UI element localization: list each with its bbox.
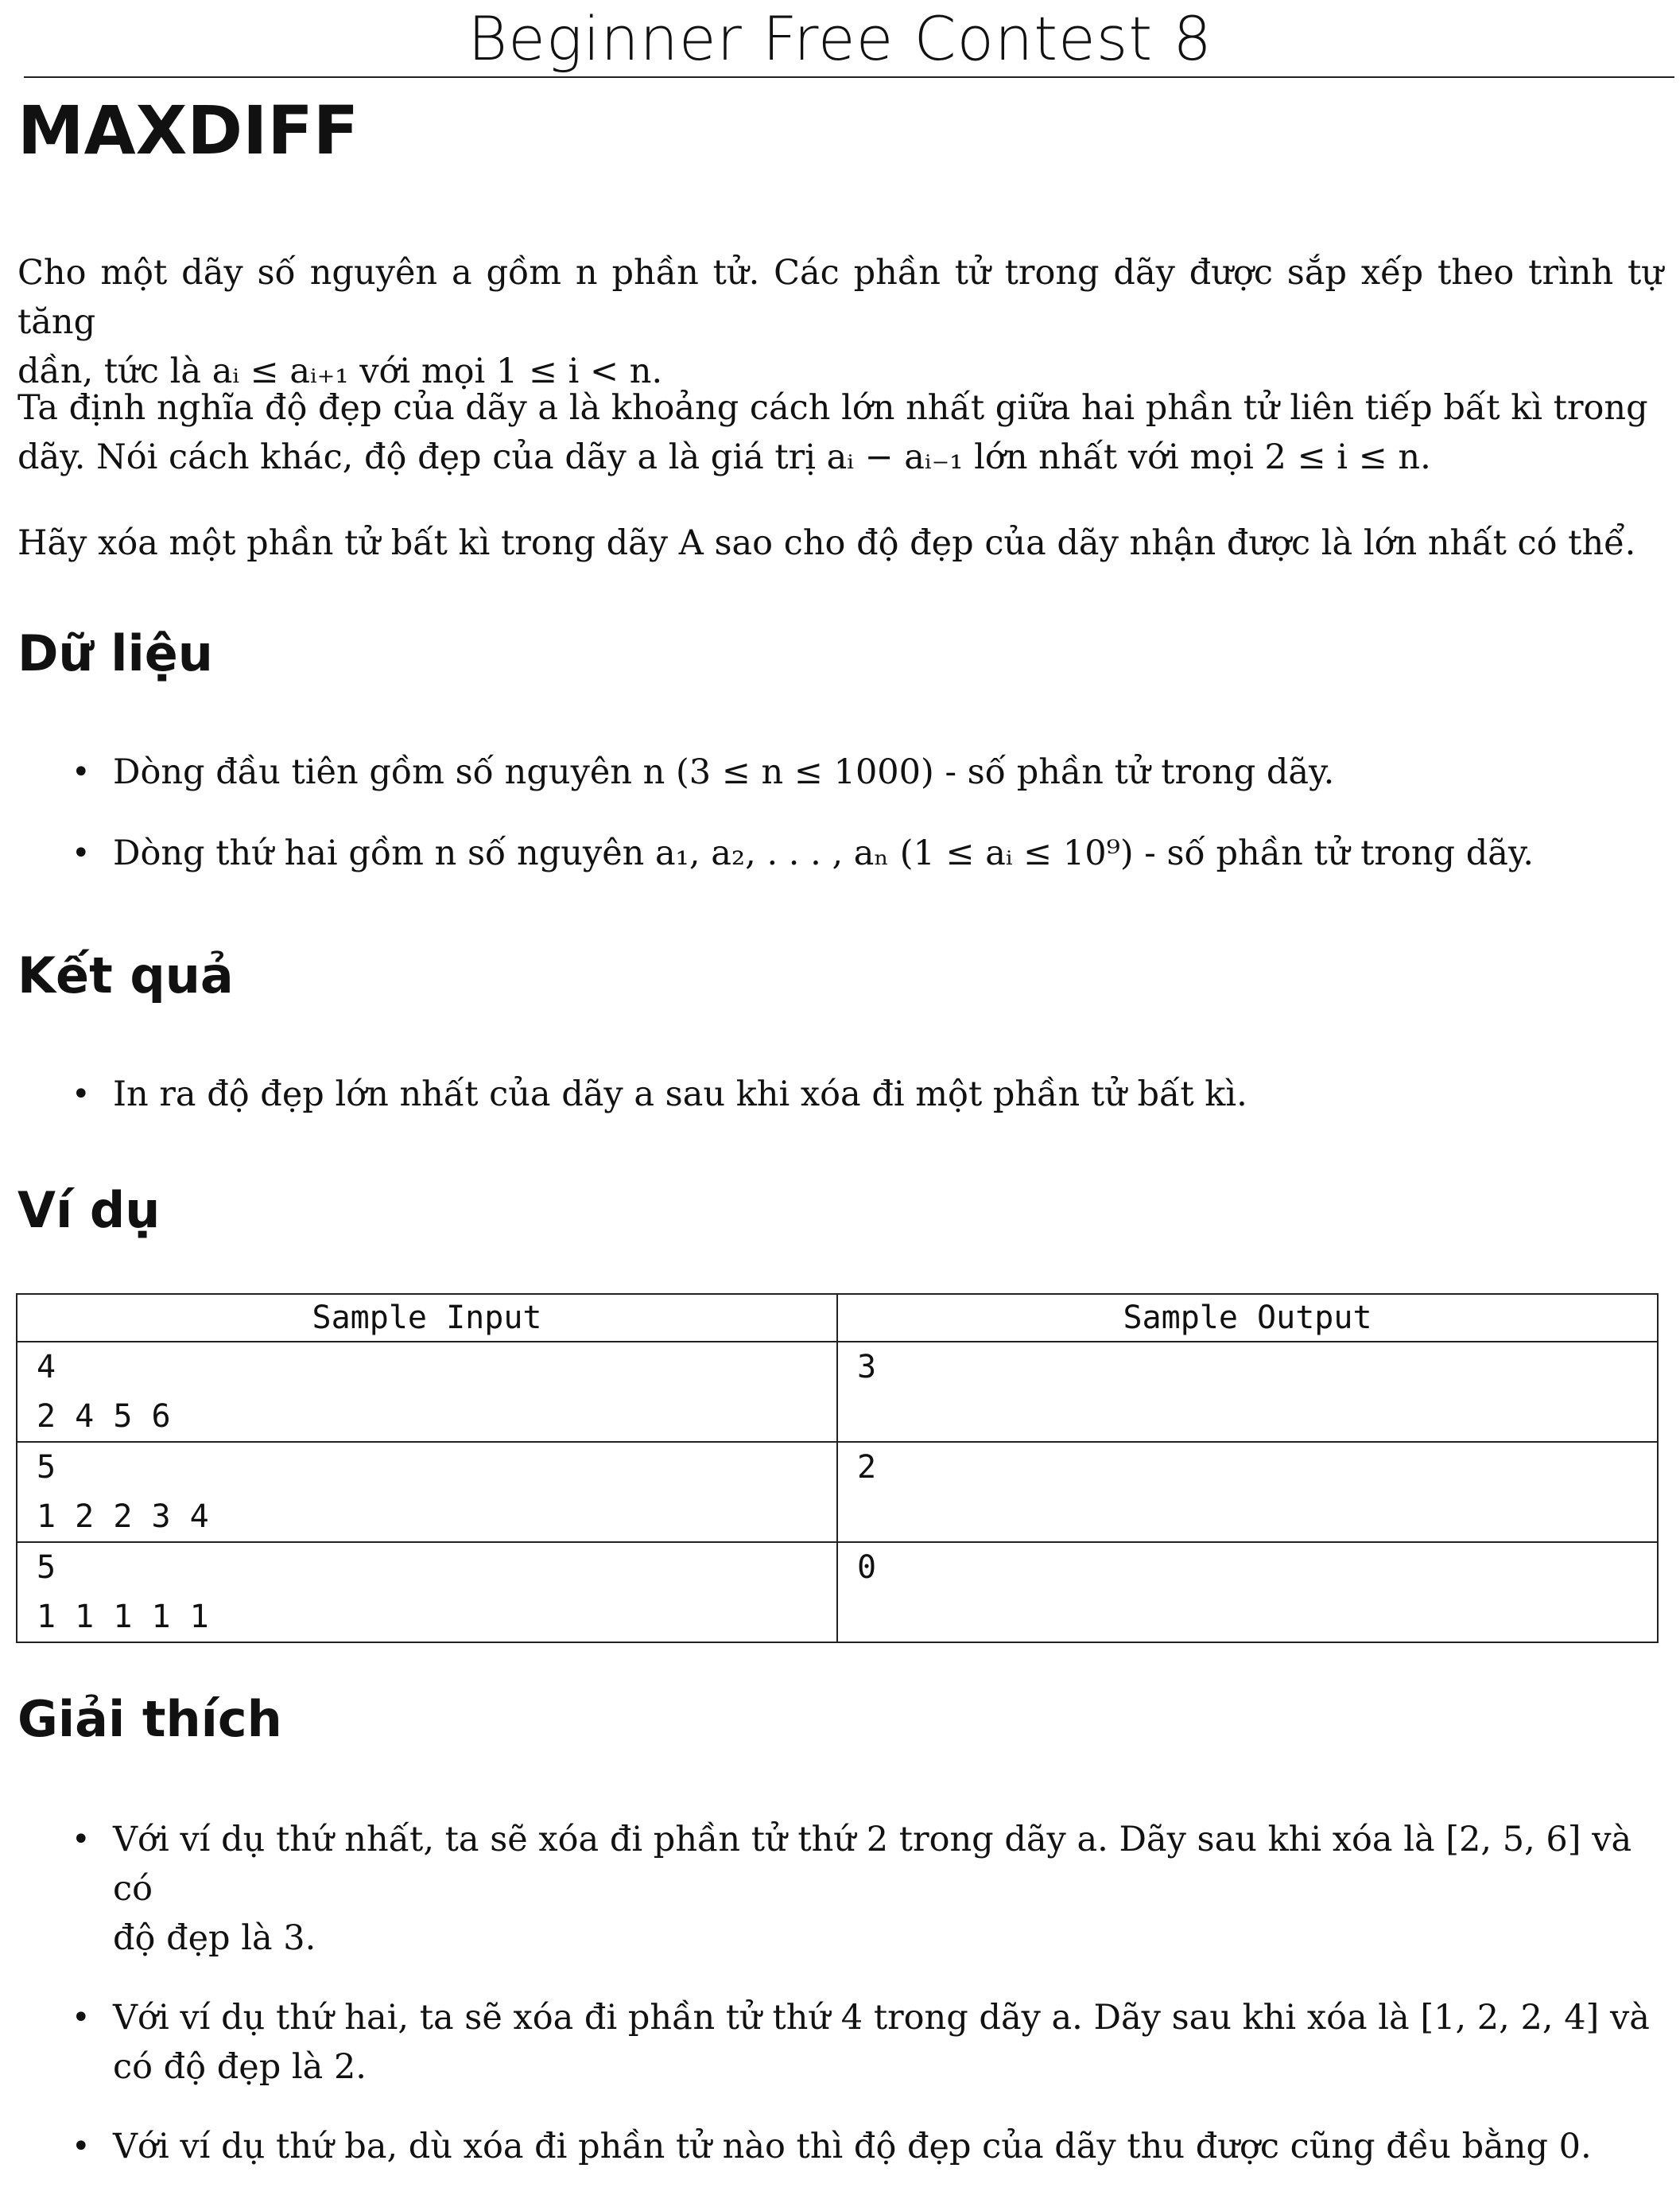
list-item: • In ra độ đẹp lớn nhất của dãy a sau khi xóa đi một phần tử bất kì. <box>72 1070 1670 1119</box>
list-item: • Dòng thứ hai gồm n số nguyên a₁, a₂, . . . , aₙ (1 ≤ aᵢ ≤ 10⁹) - số phần tử trong dãy. <box>72 829 1670 878</box>
column-header: Sample Output <box>837 1294 1658 1342</box>
table-header-row <box>17 1294 1658 1342</box>
explanation-list <box>72 1815 1670 2171</box>
list-item <box>72 1993 1670 2092</box>
list-item: • Dòng đầu tiên gồm số nguyên n (3 ≤ n ≤ 1000) - số phần tử trong dãy. <box>72 748 1670 797</box>
examples-heading: Ví dụ <box>17 1181 161 1239</box>
output-heading: Kết quả <box>17 946 234 1004</box>
sample-output: 2 <box>837 1442 1658 1542</box>
output-list <box>72 1070 1670 1119</box>
input-list <box>72 748 1670 878</box>
input-heading: Dữ liệu <box>17 624 213 682</box>
list-item <box>72 1815 1670 1963</box>
list-item-line: • Với ví dụ thứ ba, dù xóa đi phần tử nào thì độ đẹp của dãy thu được cũng đều bằng 0. <box>113 2127 1592 2166</box>
column-header: Sample Input <box>17 1294 837 1342</box>
problem-title: MAXDIFF <box>17 91 359 169</box>
header-divider <box>24 76 1674 78</box>
statement-paragraph-3 <box>17 519 1663 568</box>
table-row <box>17 1342 1658 1442</box>
statement-line: dãy. Nói cách khác, độ đẹp của dãy a là giá trị aᵢ − aᵢ₋₁ lớn nhất với mọi 2 ≤ i ≤ n. <box>17 437 1431 477</box>
list-item-line: • Với ví dụ thứ hai, ta sẽ xóa đi phần tử thứ 4 trong dãy a. Dãy sau khi xóa là [1, 2, 2, 4] và <box>113 1998 1650 2038</box>
statement-line: Hãy xóa một phần tử bất kì trong dãy A sao cho độ đẹp của dãy nhận được là lớn nhất có thể. <box>17 523 1636 563</box>
list-item <box>72 2122 1670 2171</box>
sample-input: 4 2 4 5 6 <box>17 1342 837 1442</box>
statement-paragraph-2 <box>17 383 1663 482</box>
statement-line: Ta định nghĩa độ đẹp của dãy a là khoảng cách lớn nhất giữa hai phần tử liên tiếp bất kì trong <box>17 388 1648 428</box>
list-item-line: có độ đẹp là 2. <box>113 2047 367 2087</box>
statement-paragraph-1 <box>17 248 1663 396</box>
sample-output: 3 <box>837 1342 1658 1442</box>
contest-title: Beginner Free Contest 8 <box>468 3 1212 74</box>
sample-output: 0 <box>837 1542 1658 1642</box>
table-row <box>17 1542 1658 1642</box>
list-item-line: • Với ví dụ thứ nhất, ta sẽ xóa đi phần tử thứ 2 trong dãy a. Dãy sau khi xóa là [2, 5, 6] và có <box>113 1820 1632 1909</box>
list-item-line: độ đẹp là 3. <box>113 1918 316 1958</box>
statement-line: Cho một dãy số nguyên a gồm n phần tử. Các phần tử trong dãy được sắp xếp theo trình tự tăng <box>17 253 1663 342</box>
statement-line: dần, tức là aᵢ ≤ aᵢ₊₁ với mọi 1 ≤ i < n. <box>17 352 663 391</box>
samples-table <box>16 1293 1659 1643</box>
explanation-heading: Giải thích <box>17 1690 282 1748</box>
table-row <box>17 1442 1658 1542</box>
sample-input: 5 1 1 1 1 1 <box>17 1542 837 1642</box>
sample-input: 5 1 2 2 3 4 <box>17 1442 837 1542</box>
